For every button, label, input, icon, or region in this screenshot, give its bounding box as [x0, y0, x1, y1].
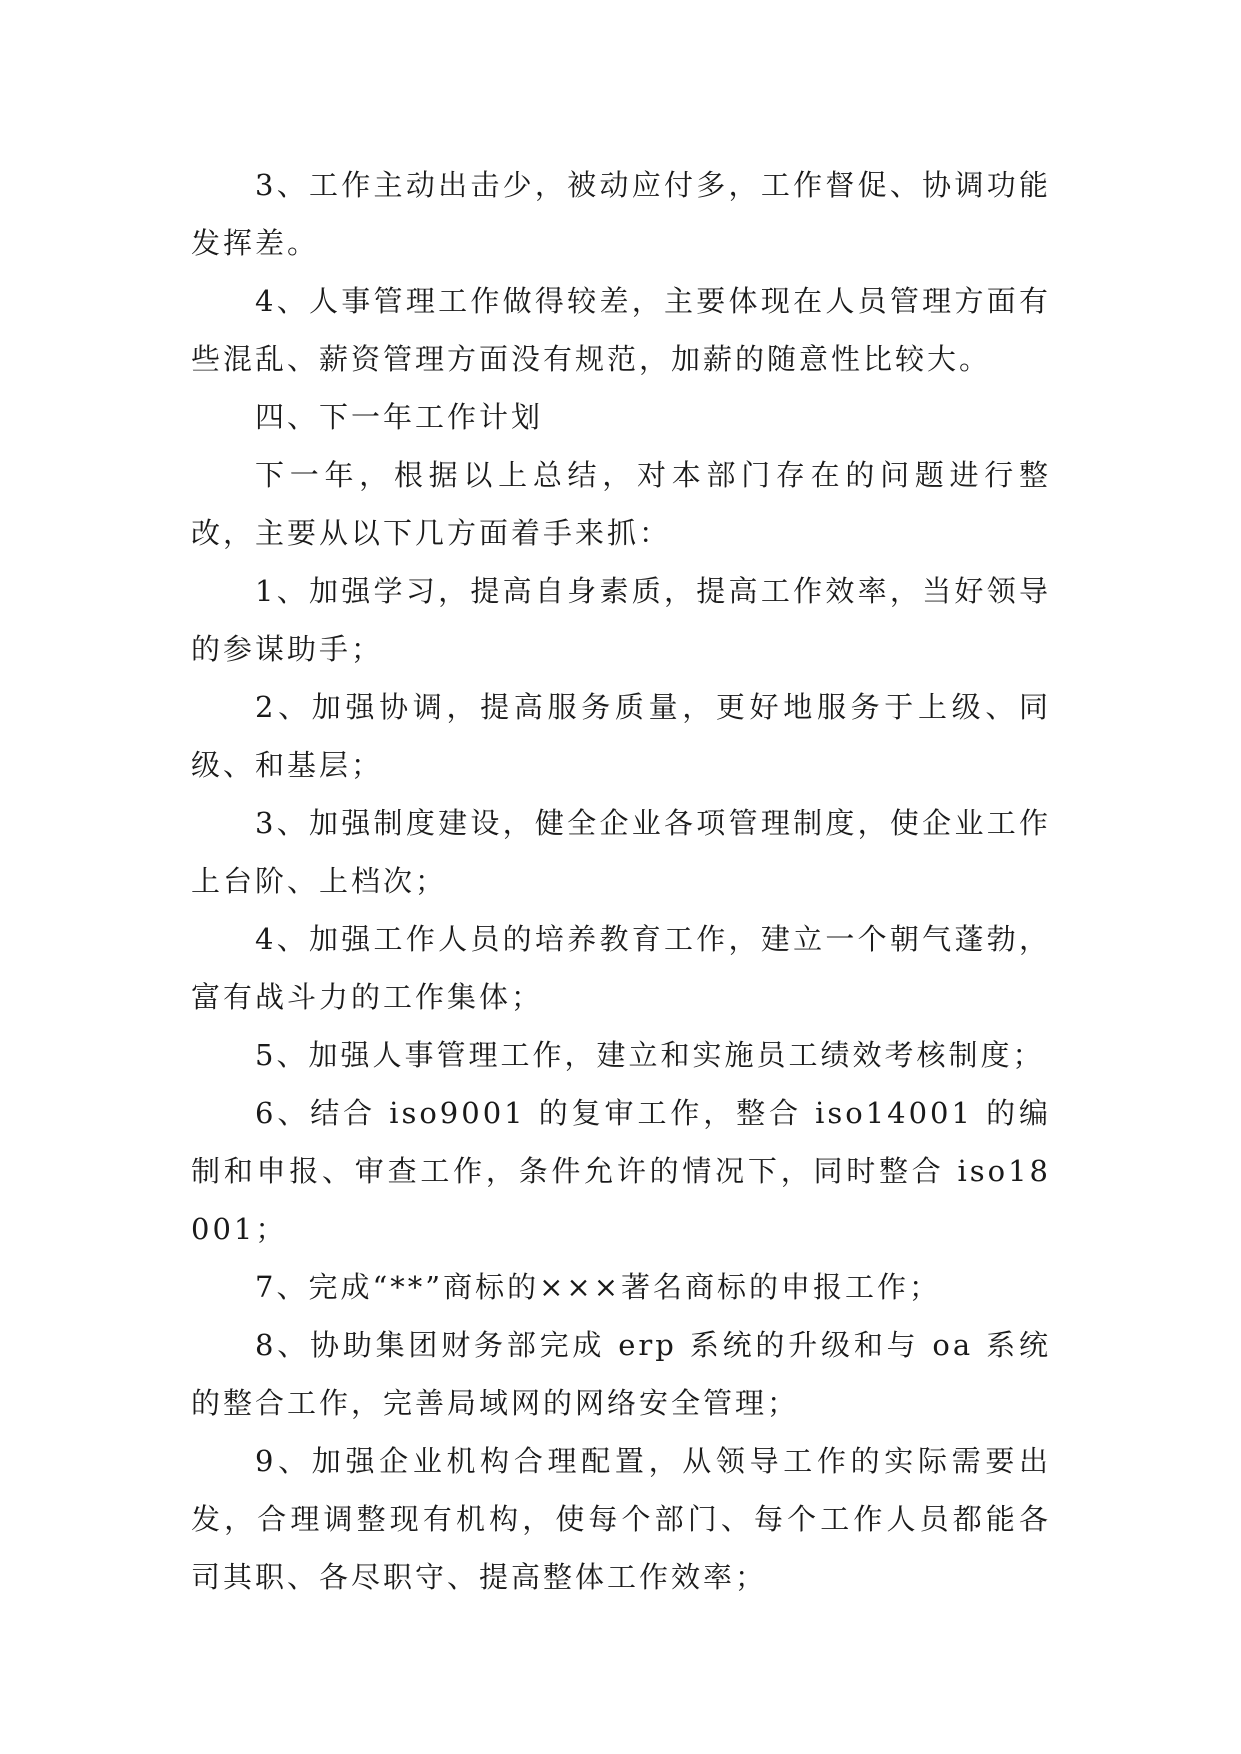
plan-item-7: 7、完成“**”商标的×××著名商标的申报工作；: [255, 1270, 941, 1304]
plan-item-2: 2、加强协调，提高服务质量，更好地服务于上级、同级、和基层；: [191, 690, 1051, 782]
paragraph-plan-intro: 下一年，根据以上总结，对本部门存在的问题进行整改，主要从以下几方面着手来抓：: [191, 458, 1051, 550]
plan-item-6: 6、结合 iso9001 的复审工作，整合 iso14001 的编制和申报、审查工作，条件允许的情况下，同时整合 iso18001；: [191, 1096, 1051, 1246]
paragraph-item-3-shortcoming: 3、工作主动出击少，被动应付多，工作督促、协调功能发挥差。: [191, 168, 1051, 260]
plan-item-8: 8、协助集团财务部完成 erp 系统的升级和与 oa 系统的整合工作，完善局域网的网络安全管理；: [191, 1328, 1051, 1420]
document-body: [191, 156, 1051, 1606]
section-heading-next-year-plan: 四、下一年工作计划: [255, 400, 544, 434]
plan-item-5: 5、加强人事管理工作，建立和实施员工绩效考核制度；: [255, 1038, 1045, 1072]
plan-item-4: 4、加强工作人员的培养教育工作，建立一个朝气蓬勃，富有战斗力的工作集体；: [191, 922, 1051, 1014]
plan-item-9: 9、加强企业机构合理配置，从领导工作的实际需要出发，合理调整现有机构，使每个部门、每个工作人员都能各司其职、各尽职守、提高整体工作效率；: [191, 1444, 1051, 1594]
paragraph-item-4-shortcoming: 4、人事管理工作做得较差，主要体现在人员管理方面有些混乱、薪资管理方面没有规范，加薪的随意性比较大。: [191, 284, 1051, 376]
plan-item-1: 1、加强学习，提高自身素质，提高工作效率，当好领导的参谋助手；: [191, 574, 1051, 666]
plan-item-3: 3、加强制度建设，健全企业各项管理制度，使企业工作上台阶、上档次；: [191, 806, 1051, 898]
